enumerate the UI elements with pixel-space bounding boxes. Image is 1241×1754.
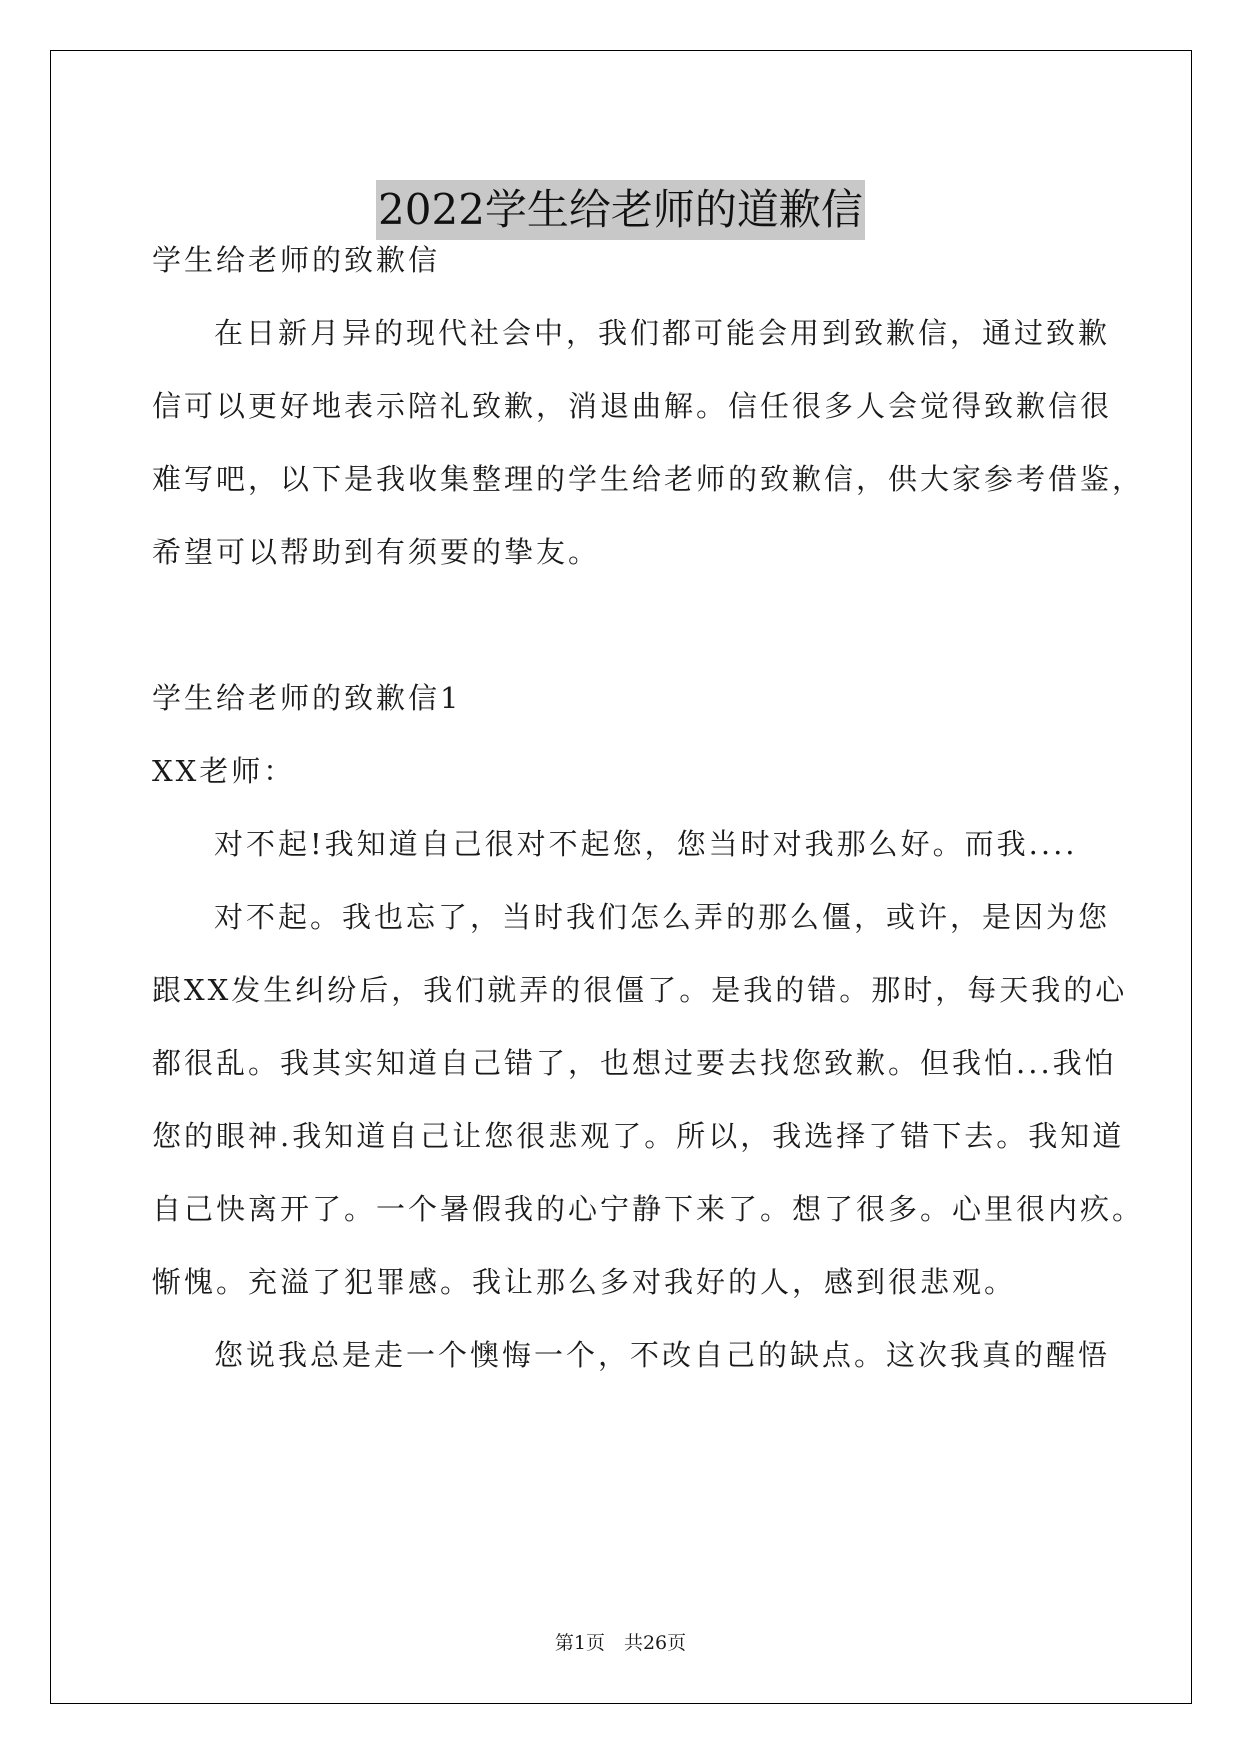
paragraph-line: 您说我总是走一个懊悔一个，不改自己的缺点。这次我真的醒悟: [214, 1338, 1111, 1372]
page-footer: 第1页 共26页: [554, 1632, 687, 1654]
salutation: XX老师：: [152, 754, 296, 788]
paragraph-line: 对不起。我也忘了，当时我们怎么弄的那么僵，或许，是因为您: [214, 900, 1111, 934]
paragraph-line: 对不起!我知道自己很对不起您，您当时对我那么好。而我....: [214, 827, 1078, 861]
paragraph-line: 自己快离开了。一个暑假我的心宁静下来了。想了很多。心里很内疚。: [152, 1192, 1145, 1226]
paragraph-line: 信可以更好地表示陪礼致歉，消退曲解。信任很多人会觉得致歉信很: [152, 389, 1113, 423]
page-border: [50, 50, 1192, 1704]
paragraph-line: 您的眼神.我知道自己让您很悲观了。所以，我选择了错下去。我知道: [152, 1119, 1125, 1153]
paragraph-line: 跟XX发生纠纷后，我们就弄的很僵了。是我的错。那时，每天我的心: [152, 973, 1128, 1007]
paragraph-line: 难写吧，以下是我收集整理的学生给老师的致歉信，供大家参考借鉴，: [152, 462, 1145, 496]
letter-heading: 学生给老师的致歉信1: [152, 681, 462, 715]
paragraph-line: 都很乱。我其实知道自己错了，也想过要去找您致歉。但我怕...我怕: [152, 1046, 1117, 1080]
paragraph-line: 希望可以帮助到有须要的挚友。: [152, 535, 601, 569]
paragraph-line: 惭愧。充溢了犯罪感。我让那么多对我好的人，感到很悲观。: [152, 1265, 1017, 1299]
document-title: 2022学生给老师的道歉信: [376, 180, 865, 240]
section-heading: 学生给老师的致歉信: [152, 243, 441, 277]
paragraph-line: 在日新月异的现代社会中，我们都可能会用到致歉信，通过致歉: [214, 316, 1111, 350]
